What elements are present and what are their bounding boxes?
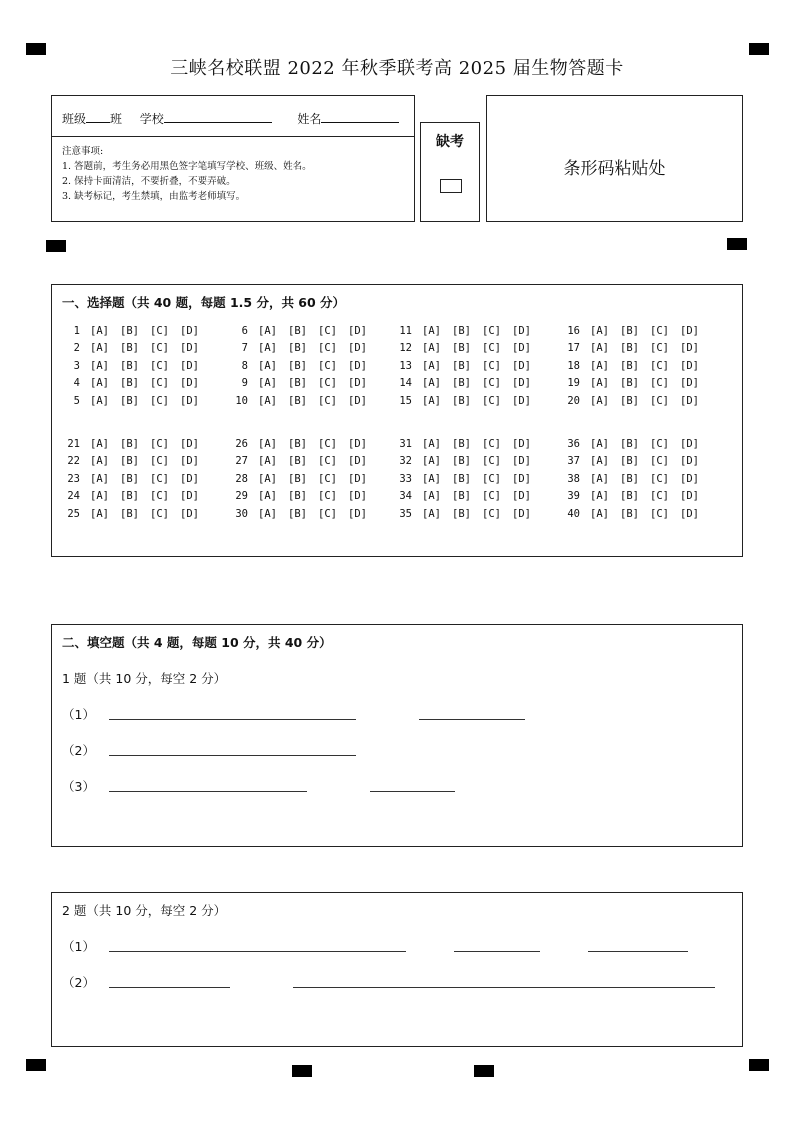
answer-option[interactable]: [B] (620, 377, 639, 390)
question-number: 19 (567, 377, 580, 390)
answer-option[interactable]: [B] (120, 324, 139, 337)
answer-line[interactable] (370, 791, 455, 792)
answer-option[interactable]: [C] (650, 359, 669, 372)
blank-label: （1） (62, 939, 95, 954)
answer-option[interactable]: [C] (650, 437, 669, 450)
answer-option[interactable]: [D] (680, 359, 699, 372)
answer-option[interactable]: [B] (452, 507, 471, 520)
answer-option[interactable]: [A] (590, 507, 609, 520)
answer-option[interactable]: [D] (348, 342, 367, 355)
question-row (552, 470, 710, 488)
answer-option[interactable]: [C] (482, 472, 501, 485)
answer-option[interactable]: [A] (258, 359, 277, 372)
registration-mark (26, 1059, 46, 1071)
answer-option[interactable]: [A] (422, 437, 441, 450)
answer-option[interactable]: [D] (680, 324, 699, 337)
answer-option[interactable]: [A] (258, 472, 277, 485)
answer-option[interactable]: [A] (422, 472, 441, 485)
question-row (384, 453, 542, 471)
question-row (52, 488, 210, 506)
answer-option[interactable]: [A] (590, 377, 609, 390)
question-row (220, 375, 378, 393)
answer-option[interactable]: [B] (620, 455, 639, 468)
answer-option[interactable]: [D] (680, 377, 699, 390)
class-field[interactable] (86, 111, 110, 123)
answer-option[interactable]: [D] (512, 507, 531, 520)
question-row (220, 357, 378, 375)
answer-option[interactable]: [D] (180, 324, 199, 337)
question-number: 5 (73, 394, 80, 407)
answer-option[interactable]: [C] (650, 490, 669, 503)
class-label: 班级 (62, 112, 87, 126)
question-row (384, 392, 542, 410)
answer-option[interactable]: [B] (120, 472, 139, 485)
answer-line[interactable] (109, 719, 356, 720)
question-column (220, 435, 378, 523)
answer-option[interactable]: [B] (452, 377, 471, 390)
registration-mark (727, 238, 747, 250)
question-row (220, 392, 378, 410)
answer-option[interactable]: [D] (180, 359, 199, 372)
school-field[interactable] (164, 111, 272, 123)
question-column (552, 435, 710, 523)
answer-option[interactable]: [C] (150, 490, 169, 503)
answer-option[interactable]: [D] (680, 455, 699, 468)
answer-option[interactable]: [A] (422, 455, 441, 468)
answer-option[interactable]: [B] (452, 342, 471, 355)
answer-option[interactable]: [D] (680, 507, 699, 520)
answer-option[interactable]: [B] (288, 324, 307, 337)
blank-label: （2） (62, 743, 95, 758)
answer-option[interactable]: [A] (258, 377, 277, 390)
question-row (220, 453, 378, 471)
answer-option[interactable]: [C] (318, 490, 337, 503)
answer-option[interactable]: [B] (620, 359, 639, 372)
question-number: 33 (399, 472, 412, 485)
answer-option[interactable]: [A] (590, 437, 609, 450)
answer-option[interactable]: [C] (318, 437, 337, 450)
question-row (552, 435, 710, 453)
answer-option[interactable]: [B] (620, 507, 639, 520)
choice-section-title: 一、选择题（共 40 题，每题 1.5 分，共 60 分） (62, 295, 346, 310)
answer-option[interactable]: [B] (452, 324, 471, 337)
answer-option[interactable]: [C] (318, 324, 337, 337)
answer-option[interactable]: [C] (650, 394, 669, 407)
question-column (552, 322, 710, 410)
question-row (384, 488, 542, 506)
answer-option[interactable]: [A] (422, 377, 441, 390)
answer-option[interactable]: [B] (452, 394, 471, 407)
answer-option[interactable]: [D] (512, 437, 531, 450)
answer-option[interactable]: [B] (120, 507, 139, 520)
notes-section (52, 136, 415, 211)
answer-option[interactable]: [B] (620, 394, 639, 407)
answer-option[interactable]: [C] (650, 342, 669, 355)
question-row (220, 340, 378, 358)
question-number: 27 (235, 455, 248, 468)
answer-option[interactable]: [B] (620, 342, 639, 355)
question-row (52, 340, 210, 358)
question-row (552, 322, 710, 340)
question-number: 12 (399, 342, 412, 355)
question-number: 31 (399, 437, 412, 450)
answer-option[interactable]: [B] (288, 394, 307, 407)
question-row (552, 340, 710, 358)
answer-option[interactable]: [A] (90, 359, 109, 372)
answer-option[interactable]: [A] (422, 342, 441, 355)
question-number: 15 (399, 394, 412, 407)
question-number: 16 (567, 324, 580, 337)
question-number: 39 (567, 490, 580, 503)
answer-option[interactable]: [A] (422, 394, 441, 407)
answer-option[interactable]: [D] (512, 455, 531, 468)
answer-option[interactable]: [C] (482, 359, 501, 372)
answer-line[interactable] (109, 791, 307, 792)
question-number: 14 (399, 377, 412, 390)
q1-title: 1 题（共 10 分，每空 2 分） (62, 671, 227, 686)
answer-option[interactable]: [D] (180, 342, 199, 355)
question-number: 26 (235, 437, 248, 450)
absent-checkbox[interactable] (440, 179, 462, 193)
answer-option[interactable]: [B] (120, 490, 139, 503)
blank-label: （1） (62, 707, 95, 722)
answer-option[interactable]: [D] (512, 324, 531, 337)
note-item: 1. 答题前，考生务必用黑色签字笔填写学校、班级、姓名。 (62, 161, 312, 172)
question-number: 40 (567, 507, 580, 520)
student-info-box (51, 95, 415, 222)
question-row (552, 453, 710, 471)
answer-option[interactable]: [A] (90, 342, 109, 355)
question-number: 28 (235, 472, 248, 485)
answer-option[interactable]: [B] (620, 490, 639, 503)
answer-option[interactable]: [A] (590, 472, 609, 485)
answer-option[interactable]: [C] (150, 377, 169, 390)
question-number: 13 (399, 359, 412, 372)
barcode-label: 条形码粘贴处 (563, 159, 666, 179)
question-row (384, 340, 542, 358)
question-column (52, 435, 210, 523)
answer-option[interactable]: [A] (258, 342, 277, 355)
question-number: 8 (241, 359, 248, 372)
blank-label: （2） (62, 975, 95, 990)
answer-option[interactable]: [B] (620, 437, 639, 450)
answer-option[interactable]: [D] (348, 507, 367, 520)
answer-option[interactable]: [A] (590, 324, 609, 337)
answer-option[interactable]: [A] (90, 455, 109, 468)
question-number: 21 (67, 437, 80, 450)
answer-option[interactable]: [C] (482, 377, 501, 390)
question-row (552, 505, 710, 523)
answer-option[interactable]: [B] (452, 490, 471, 503)
question-column (384, 322, 542, 410)
answer-option[interactable]: [D] (348, 437, 367, 450)
question-number: 34 (399, 490, 412, 503)
question-row (552, 375, 710, 393)
answer-line[interactable] (109, 987, 230, 988)
answer-option[interactable]: [B] (620, 472, 639, 485)
registration-mark (292, 1065, 312, 1077)
answer-line[interactable] (293, 987, 715, 988)
question-number: 30 (235, 507, 248, 520)
answer-option[interactable]: [B] (288, 359, 307, 372)
answer-option[interactable]: [C] (318, 472, 337, 485)
answer-option[interactable]: [D] (512, 472, 531, 485)
answer-option[interactable]: [B] (452, 437, 471, 450)
question-row (384, 322, 542, 340)
answer-option[interactable]: [D] (348, 455, 367, 468)
question-row (52, 392, 210, 410)
class-suffix: 班 (110, 112, 123, 126)
question-row (220, 435, 378, 453)
question-row (52, 453, 210, 471)
note-item: 3. 缺考标记，考生禁填，由监考老师填写。 (62, 191, 246, 202)
answer-option[interactable]: [B] (288, 437, 307, 450)
question-number: 32 (399, 455, 412, 468)
answer-option[interactable]: [C] (482, 437, 501, 450)
answer-option[interactable]: [A] (90, 394, 109, 407)
answer-option[interactable]: [D] (180, 437, 199, 450)
answer-option[interactable]: [C] (150, 455, 169, 468)
answer-option[interactable]: [C] (318, 359, 337, 372)
notes-title: 注意事项: (62, 146, 104, 157)
question-row (552, 488, 710, 506)
answer-option[interactable]: [C] (150, 507, 169, 520)
answer-option[interactable]: [B] (288, 472, 307, 485)
answer-option[interactable]: [A] (422, 324, 441, 337)
answer-option[interactable]: [C] (650, 377, 669, 390)
answer-option[interactable]: [A] (422, 359, 441, 372)
question-number: 17 (567, 342, 580, 355)
question-row (384, 435, 542, 453)
answer-option[interactable]: [A] (258, 394, 277, 407)
question-number: 24 (67, 490, 80, 503)
answer-option[interactable]: [D] (180, 507, 199, 520)
question-number: 4 (73, 377, 80, 390)
question-number: 18 (567, 359, 580, 372)
answer-option[interactable]: [D] (180, 377, 199, 390)
absent-label: 缺考 (436, 134, 464, 150)
blank-label: （3） (62, 779, 95, 794)
answer-line[interactable] (588, 951, 688, 952)
answer-option[interactable]: [D] (512, 359, 531, 372)
question-number: 36 (567, 437, 580, 450)
question-number: 11 (399, 324, 412, 337)
absent-box (420, 122, 480, 222)
answer-option[interactable]: [D] (680, 342, 699, 355)
answer-option[interactable]: [D] (348, 472, 367, 485)
answer-option[interactable]: [C] (318, 342, 337, 355)
choice-section (51, 284, 743, 557)
answer-option[interactable]: [B] (120, 359, 139, 372)
question-row (220, 505, 378, 523)
answer-option[interactable]: [A] (590, 394, 609, 407)
answer-option[interactable]: [D] (680, 490, 699, 503)
answer-option[interactable]: [A] (422, 507, 441, 520)
question-number: 35 (399, 507, 412, 520)
answer-option[interactable]: [A] (90, 507, 109, 520)
name-label: 姓名 (297, 112, 322, 126)
registration-mark (46, 240, 66, 252)
answer-option[interactable]: [C] (150, 359, 169, 372)
answer-option[interactable]: [C] (150, 324, 169, 337)
answer-option[interactable]: [C] (650, 472, 669, 485)
question-row (52, 375, 210, 393)
answer-option[interactable]: [A] (90, 437, 109, 450)
answer-option[interactable]: [C] (318, 394, 337, 407)
answer-option[interactable]: [C] (482, 394, 501, 407)
answer-option[interactable]: [A] (258, 437, 277, 450)
answer-option[interactable]: [B] (452, 455, 471, 468)
q2-section (51, 892, 743, 1047)
question-number: 38 (567, 472, 580, 485)
question-number: 29 (235, 490, 248, 503)
answer-option[interactable]: [B] (120, 377, 139, 390)
answer-option[interactable]: [C] (482, 507, 501, 520)
answer-option[interactable]: [B] (120, 342, 139, 355)
answer-option[interactable]: [D] (512, 490, 531, 503)
answer-option[interactable]: [D] (512, 377, 531, 390)
fill-section-title: 二、填空题（共 4 题，每题 10 分，共 40 分） (62, 635, 332, 650)
question-number: 3 (73, 359, 80, 372)
answer-option[interactable]: [B] (452, 472, 471, 485)
question-row (52, 435, 210, 453)
answer-option[interactable]: [C] (482, 324, 501, 337)
answer-option[interactable]: [A] (258, 507, 277, 520)
question-row (384, 375, 542, 393)
answer-option[interactable]: [C] (150, 394, 169, 407)
answer-option[interactable]: [D] (348, 394, 367, 407)
question-number: 23 (67, 472, 80, 485)
question-number: 25 (67, 507, 80, 520)
question-number: 37 (567, 455, 580, 468)
answer-option[interactable]: [D] (512, 342, 531, 355)
question-row (52, 505, 210, 523)
question-number: 7 (241, 342, 248, 355)
answer-option[interactable]: [B] (120, 394, 139, 407)
answer-line[interactable] (109, 755, 356, 756)
answer-option[interactable]: [C] (650, 324, 669, 337)
question-row (384, 357, 542, 375)
question-row (552, 392, 710, 410)
answer-option[interactable]: [A] (590, 359, 609, 372)
answer-option[interactable]: [C] (318, 377, 337, 390)
answer-option[interactable]: [A] (590, 342, 609, 355)
answer-option[interactable]: [B] (288, 507, 307, 520)
fill-section (51, 624, 743, 847)
answer-option[interactable]: [D] (180, 394, 199, 407)
answer-option[interactable]: [B] (120, 455, 139, 468)
answer-option[interactable]: [D] (180, 455, 199, 468)
page-title: 三峡名校联盟 2022 年秋季联考高 2025 届生物答题卡 (170, 58, 624, 79)
answer-option[interactable]: [C] (150, 472, 169, 485)
answer-option[interactable]: [C] (650, 455, 669, 468)
question-row (384, 470, 542, 488)
question-column (220, 322, 378, 410)
answer-option[interactable]: [B] (120, 437, 139, 450)
answer-option[interactable]: [A] (90, 324, 109, 337)
answer-option[interactable]: [A] (590, 455, 609, 468)
answer-option[interactable]: [C] (150, 342, 169, 355)
question-row (552, 357, 710, 375)
answer-option[interactable]: [B] (288, 455, 307, 468)
name-field[interactable] (321, 111, 399, 123)
answer-line[interactable] (419, 719, 525, 720)
answer-option[interactable]: [A] (90, 472, 109, 485)
student-info-row (62, 110, 399, 127)
answer-option[interactable]: [B] (288, 490, 307, 503)
question-row (52, 470, 210, 488)
question-number: 1 (73, 324, 80, 337)
answer-option[interactable]: [B] (620, 324, 639, 337)
note-item: 2. 保持卡面清洁，不要折叠，不要弄破。 (62, 176, 236, 187)
answer-option[interactable]: [A] (258, 324, 277, 337)
question-column (384, 435, 542, 523)
q2-title: 2 题（共 10 分，每空 2 分） (62, 903, 227, 918)
answer-line[interactable] (109, 951, 406, 952)
barcode-box (486, 95, 743, 222)
registration-mark (749, 1059, 769, 1071)
answer-option[interactable]: [D] (180, 490, 199, 503)
question-row (52, 357, 210, 375)
answer-option[interactable]: [C] (318, 507, 337, 520)
question-number: 22 (67, 455, 80, 468)
answer-option[interactable]: [B] (288, 377, 307, 390)
question-column (52, 322, 210, 410)
answer-option[interactable]: [D] (348, 359, 367, 372)
answer-option[interactable]: [C] (318, 455, 337, 468)
answer-option[interactable]: [D] (680, 437, 699, 450)
question-row (220, 488, 378, 506)
answer-option[interactable]: [A] (90, 377, 109, 390)
answer-option[interactable]: [D] (348, 324, 367, 337)
answer-option[interactable]: [A] (258, 455, 277, 468)
answer-option[interactable]: [A] (422, 490, 441, 503)
answer-option[interactable]: [D] (348, 377, 367, 390)
answer-option[interactable]: [D] (680, 472, 699, 485)
question-number: 2 (73, 342, 80, 355)
question-row (52, 322, 210, 340)
answer-option[interactable]: [C] (482, 490, 501, 503)
answer-option[interactable]: [A] (590, 490, 609, 503)
answer-option[interactable]: [A] (258, 490, 277, 503)
answer-option[interactable]: [C] (482, 342, 501, 355)
question-number: 6 (241, 324, 248, 337)
answer-option[interactable]: [D] (512, 394, 531, 407)
question-number: 9 (241, 377, 248, 390)
registration-mark (474, 1065, 494, 1077)
answer-option[interactable]: [B] (452, 359, 471, 372)
question-row (384, 505, 542, 523)
answer-option[interactable]: [D] (680, 394, 699, 407)
answer-option[interactable]: [C] (650, 507, 669, 520)
question-number: 20 (567, 394, 580, 407)
answer-option[interactable]: [C] (482, 455, 501, 468)
question-row (220, 470, 378, 488)
answer-option[interactable]: [C] (150, 437, 169, 450)
answer-option[interactable]: [D] (348, 490, 367, 503)
question-number: 10 (235, 394, 248, 407)
question-row (220, 322, 378, 340)
answer-option[interactable]: [A] (90, 490, 109, 503)
answer-option[interactable]: [D] (180, 472, 199, 485)
school-label: 学校 (139, 112, 164, 126)
answer-line[interactable] (454, 951, 540, 952)
answer-option[interactable]: [B] (288, 342, 307, 355)
